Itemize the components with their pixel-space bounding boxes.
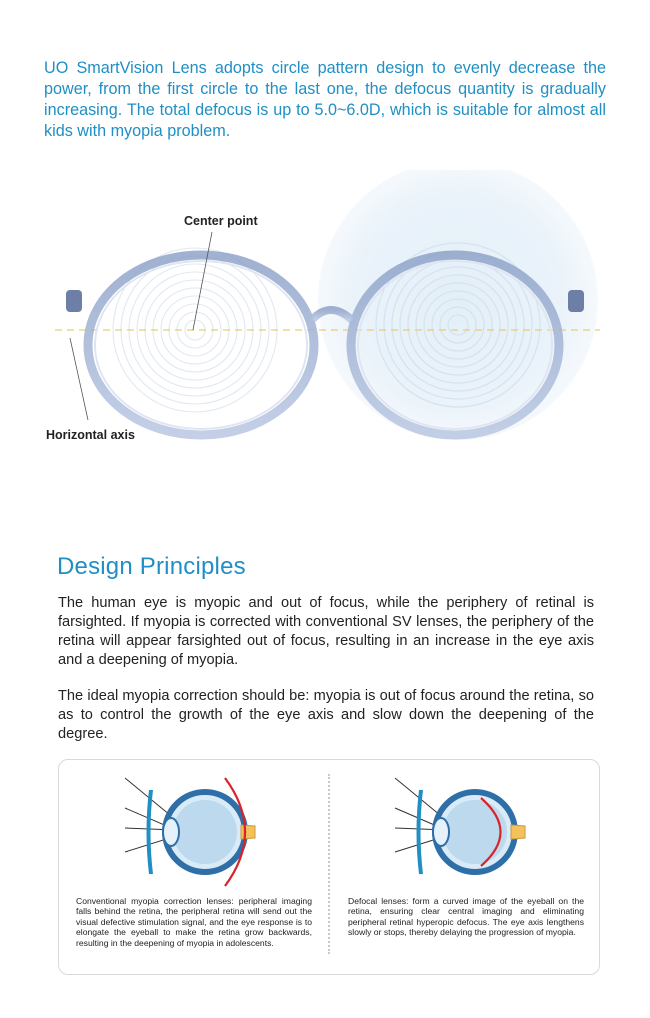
defocal-lens-caption: Defocal lenses: form a curved image of the eyeball on the retina, ensuring clear central imaging and eliminating peripheral retinal hyperopic defocus. The eye axis lengthens slowly or stops, thereby delaying the progression of myopia. <box>348 896 584 938</box>
horizontal-axis-label: Horizontal axis <box>46 428 135 442</box>
concave-lens-shape <box>417 790 424 874</box>
conventional-lens-caption: Conventional myopia correction lenses: peripheral imaging falls behind the retina, the peripheral retina will send out the visual defective stimulation signal, and the eye response is to elongate the eyeball to make the retina grow backwards, resulting in the deepening of myopia in adolescents. <box>76 896 312 948</box>
dotted-divider <box>328 774 330 954</box>
design-paragraph-1: The human eye is myopic and out of focus, while the periphery of retinal is farsighted. If myopia is corrected with conventional SV lenses, the periphery of the retina will appear farsighted out of focus, resulting in an increase in the eye axis and a deepening of myopia. <box>58 595 594 668</box>
comparison-panel <box>58 759 600 975</box>
defocal-lens-eye-diagram <box>385 770 565 890</box>
intro-text: UO SmartVision Lens adopts circle pattern design to evenly decrease the power, from the first circle to the last one, the defocus quantity is gradually increasing. The total defocus is up to 5.0~6.0D, which is suitable for almost all kids with myopia problem. <box>44 59 606 141</box>
section-title: Design Principles <box>57 553 246 580</box>
center-point-leader <box>193 232 212 330</box>
design-paragraph-2: The ideal myopia correction should be: myopia is out of focus around the retina, so as to control the growth of the eye axis and slow down the deepening of the degree. <box>58 688 594 742</box>
center-point-label: Center point <box>184 214 258 228</box>
conventional-lens-eye-diagram <box>115 770 295 890</box>
concave-lens-shape <box>147 790 154 874</box>
